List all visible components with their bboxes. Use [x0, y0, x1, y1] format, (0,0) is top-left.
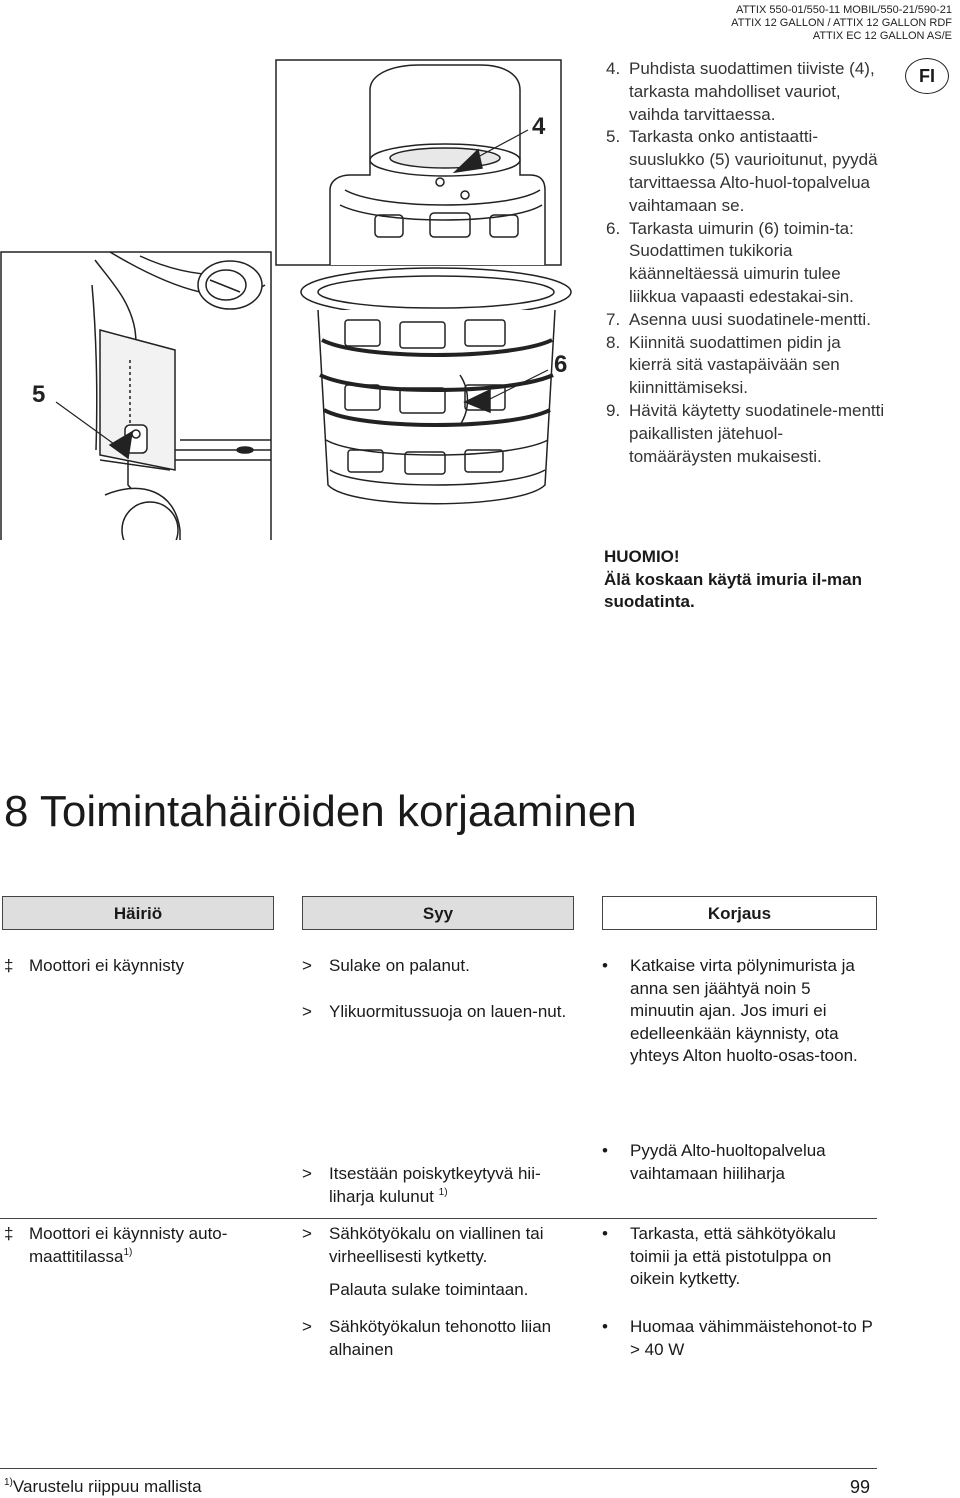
cause-item	[302, 1163, 572, 1208]
step-item	[606, 58, 886, 126]
callout-5: 5	[32, 381, 46, 408]
footnote-ref: 1)	[123, 1246, 133, 1258]
cause-item	[302, 955, 572, 978]
model-line: ATTIX 12 GALLON / ATTIX 12 GALLON RDF	[731, 17, 952, 29]
filter-float-illustration	[301, 268, 571, 504]
step-text: Puhdista suodattimen tiiviste (4), tarkasta mahdolliset vauriot, vaihda tarvittaessa.	[629, 59, 875, 124]
step-text: Tarkasta uimurin (6) toimin-ta: Suodattimen tukikoria käänneltäessä uimurin tulee liikkua vapaasti edestakai-sin.	[629, 218, 854, 306]
cause-note: Palauta sulake toimintaan.	[329, 1280, 529, 1299]
callout-6: 6	[554, 351, 568, 378]
table-divider	[0, 1218, 877, 1219]
cause-marker: >	[302, 956, 312, 975]
step-number: 4.	[606, 59, 621, 78]
remedy-text: Pyydä Alto-huoltopalvelua vaihtamaan hiiliharja	[630, 1141, 826, 1183]
column-header-remedy: Korjaus	[602, 896, 877, 930]
step-text: Hävitä käytetty suodatinele-mentti paikallisten jätehuol-tomääräysten mukaisesti.	[629, 400, 885, 466]
footnote-ref: 1)	[438, 1186, 448, 1198]
cause-text-with-footnote	[329, 1163, 569, 1208]
fault-text-with-footnote	[29, 1223, 264, 1268]
step-text: Asenna uusi suodatinele-mentti.	[629, 309, 871, 329]
filter-seal-illustration	[276, 60, 561, 265]
remedy-bullet: •	[602, 1141, 608, 1160]
page-number: 99	[850, 1477, 871, 1497]
column-header-cause: Syy	[302, 896, 574, 930]
notice-text: Älä koskaan käytä imuria il-man suodatinta.	[604, 569, 862, 611]
model-line: ATTIX EC 12 GALLON AS/E	[812, 30, 952, 42]
remedy-item	[602, 1140, 877, 1185]
cause-text: Sulake on palanut.	[329, 956, 470, 975]
remedy-item	[602, 955, 877, 1068]
footnote	[4, 1476, 202, 1498]
step-item	[606, 309, 886, 332]
step-number: 9.	[606, 400, 621, 420]
maintenance-steps	[606, 58, 886, 468]
cause-marker: >	[302, 1317, 312, 1336]
language-badge: FI	[905, 58, 949, 94]
dagger-marker: ‡	[4, 956, 14, 975]
cause-marker: >	[302, 1164, 312, 1183]
cause-item	[302, 1001, 572, 1024]
figure-illustrations	[0, 30, 600, 540]
callout-4: 4	[532, 113, 546, 140]
remedy-bullet: •	[602, 1224, 608, 1243]
warning-notice	[604, 546, 884, 614]
fault-text: Moottori ei käynnisty	[29, 956, 184, 975]
fault-item	[4, 955, 274, 978]
footer-divider	[0, 1468, 877, 1469]
cause-item	[302, 1223, 572, 1268]
cause-item	[302, 1316, 572, 1361]
model-list	[731, 4, 952, 43]
section-title: 8 Toimintahäiröiden korjaaminen	[4, 787, 637, 836]
remedy-text: Tarkasta, että sähkötyökalu toimii ja että pistotulppa on oikein kytketty.	[630, 1224, 837, 1289]
cause-text: Itsestään poiskytkeytyvä hii-liharja kulunut	[329, 1164, 541, 1206]
step-number: 6.	[606, 218, 621, 238]
footnote-mark: 1)	[4, 1477, 13, 1488]
fault-text: Moottori ei käynnisty auto-maattitilassa	[29, 1224, 228, 1266]
footnote-text: Varustelu riippuu mallista	[12, 1477, 202, 1496]
remedy-item	[602, 1316, 877, 1361]
remedy-text: Huomaa vähimmäistehonot-to P > 40 W	[630, 1317, 873, 1359]
cause-text: Sähkötyökalu on viallinen tai virheellisesti kytketty.	[329, 1224, 544, 1266]
notice-title: HUOMIO!	[604, 547, 680, 566]
cause-marker: >	[302, 1224, 312, 1243]
step-item	[606, 332, 886, 400]
cause-text: Ylikuormitussuoja on lauen-nut.	[329, 1002, 567, 1021]
fault-item	[4, 1223, 274, 1268]
remedy-bullet: •	[602, 956, 608, 975]
remedy-text: Katkaise virta pölynimurista ja anna sen jäähtyä noin 5 minuutin ajan. Jos imuri ei edelleenkään käynnisty, ota yhteys Alton huolto-osas-toon.	[630, 956, 858, 1066]
cause-text: Sähkötyökalun tehonotto liian alhainen	[329, 1317, 552, 1359]
step-item	[606, 400, 886, 468]
model-line: ATTIX 550-01/550-11 MOBIL/550-21/590-21	[735, 4, 952, 16]
remedy-item	[602, 1223, 877, 1291]
step-text: Kiinnitä suodattimen pidin ja kierrä sitä vastapäivään sen kiinnittämiseksi.	[629, 332, 841, 398]
dagger-marker: ‡	[4, 1224, 14, 1243]
step-item	[606, 218, 886, 309]
step-number: 7.	[606, 309, 621, 329]
column-header-fault: Häiriö	[2, 896, 274, 930]
step-number: 5.	[606, 127, 621, 147]
step-item	[606, 126, 886, 217]
remedy-bullet: •	[602, 1317, 608, 1336]
step-text: Tarkasta onko antistaatti-suuslukko (5) vaurioitunut, pyydä tarvittaessa Alto-huol-topalvelua vaihtamaan se.	[629, 127, 878, 215]
step-number: 8.	[606, 332, 621, 352]
cause-marker: >	[302, 1002, 312, 1021]
